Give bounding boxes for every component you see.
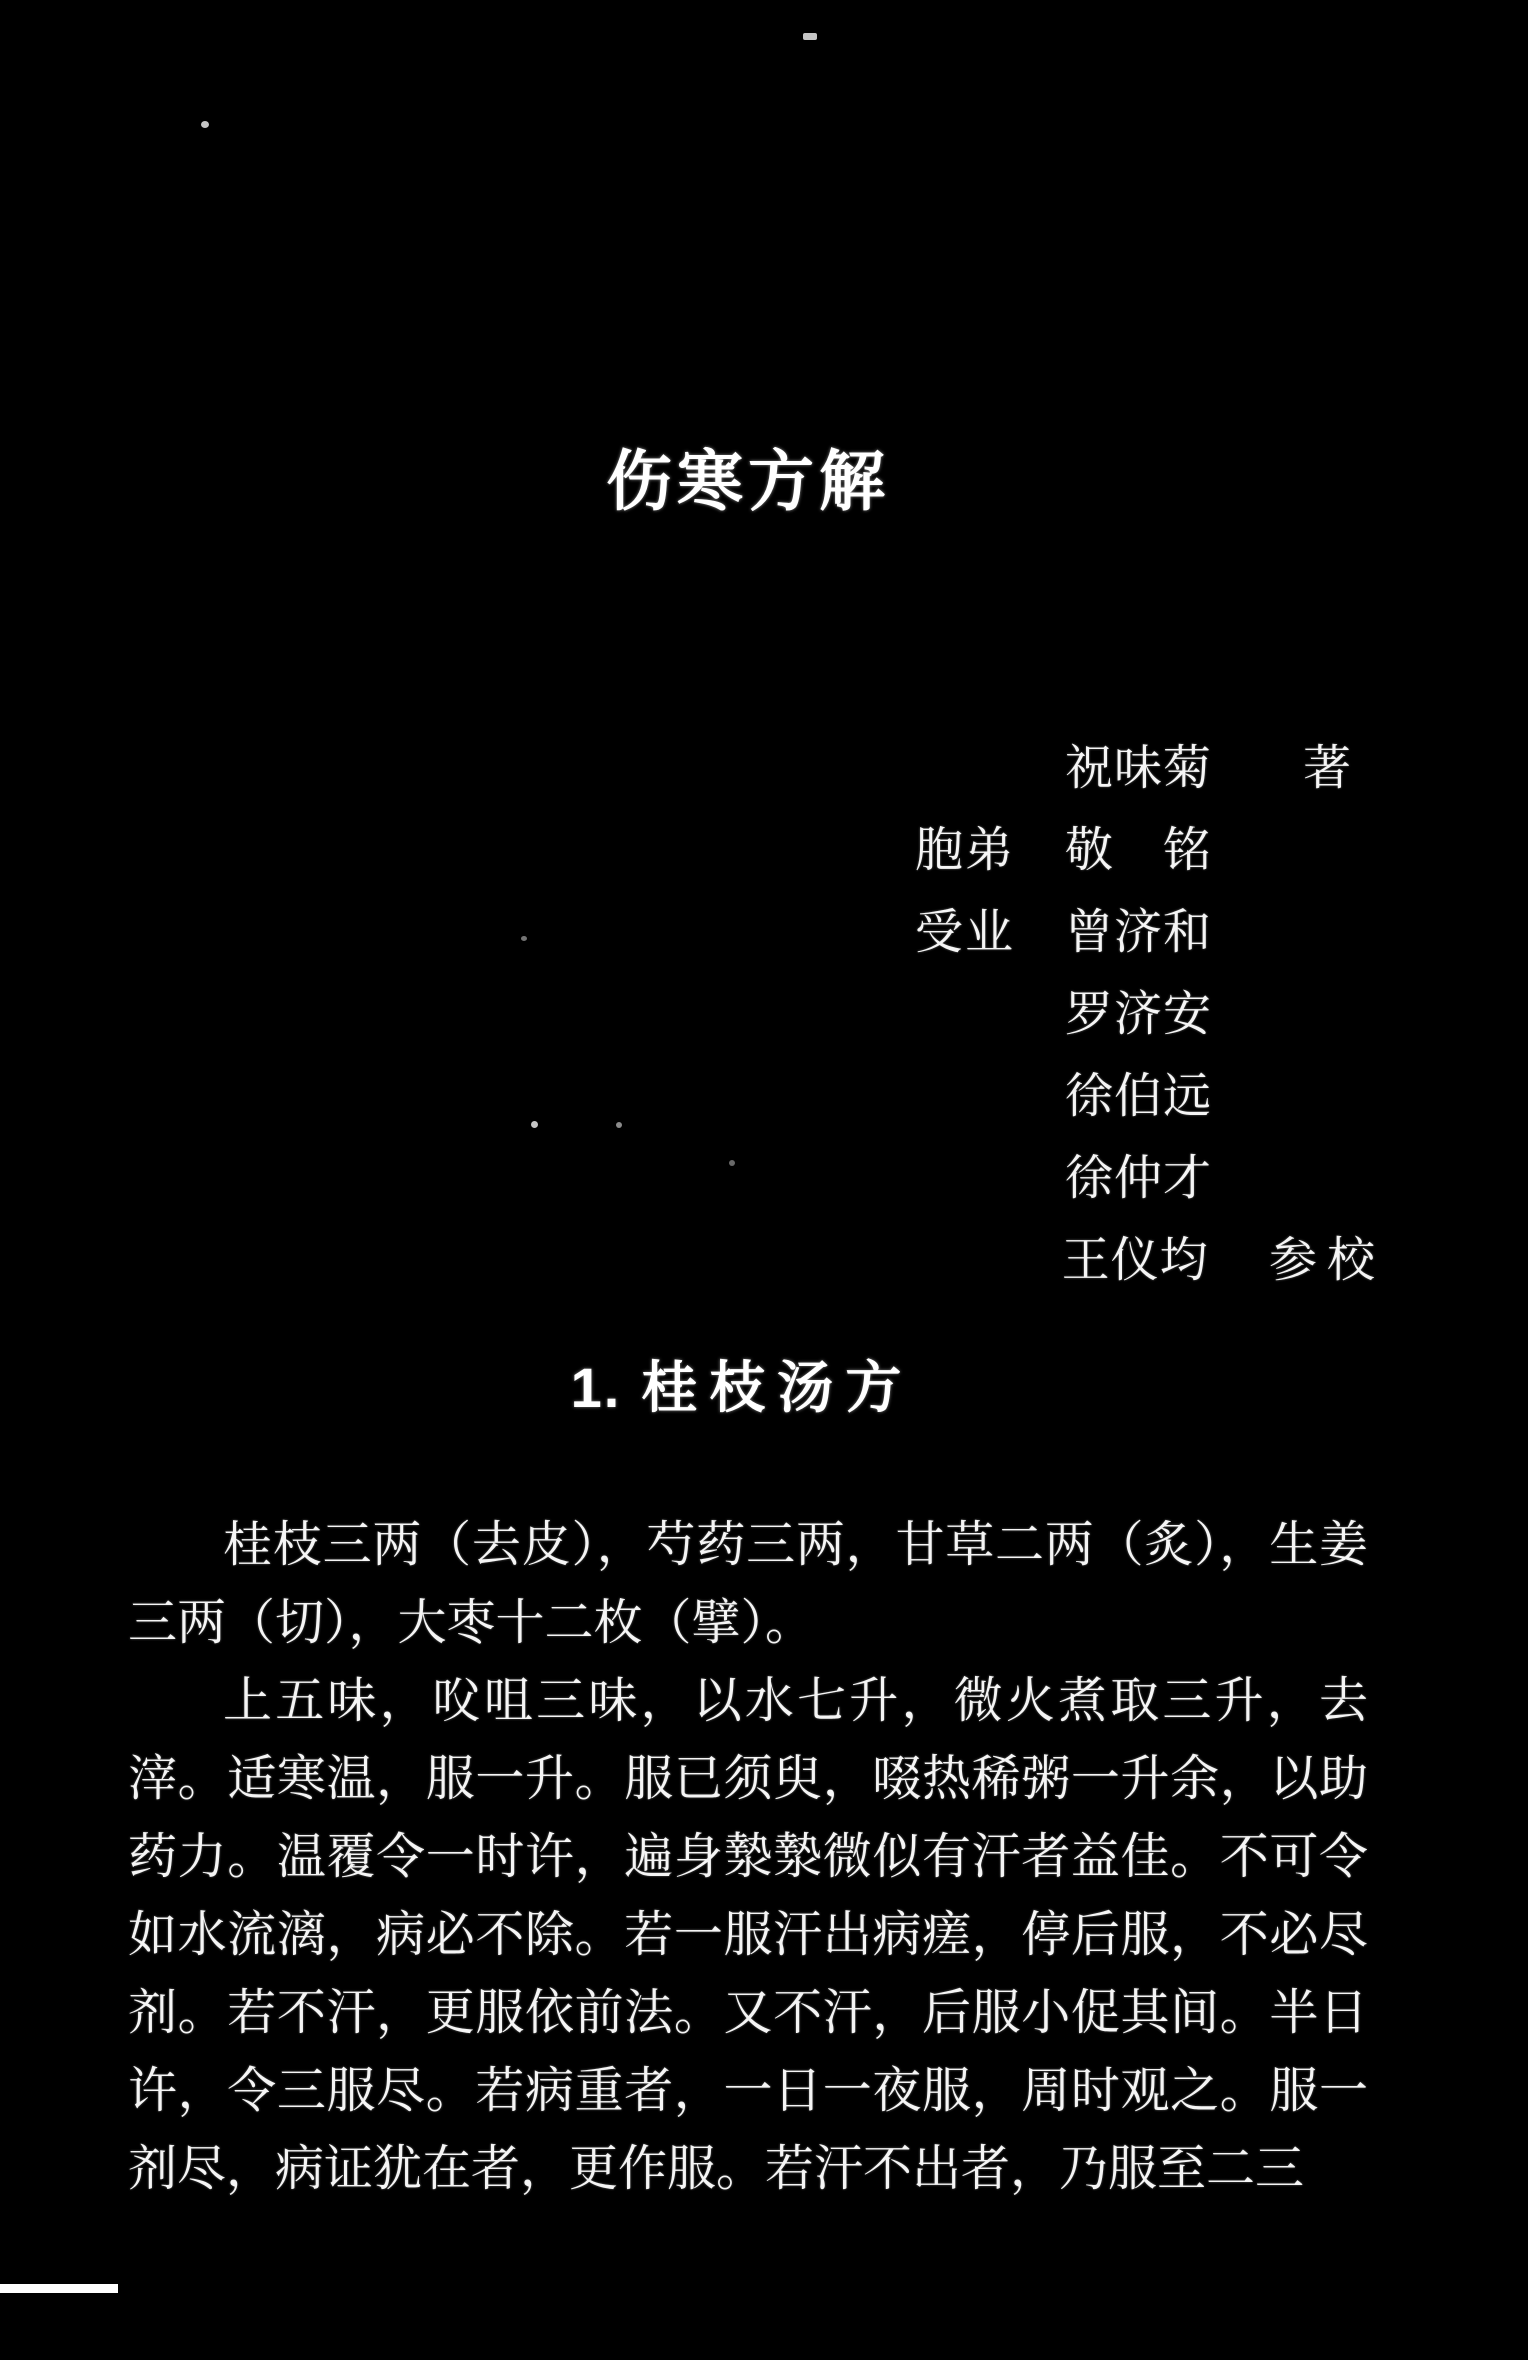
body-line: 滓。适寒温，服一升。服已须臾，啜热稀粥一升余，以助	[128, 1751, 1368, 1806]
author-role: 受业	[915, 905, 1016, 959]
author-role: 胞弟	[915, 823, 1016, 877]
scan-speck	[729, 1160, 735, 1166]
author-name: 敬 铭	[1065, 823, 1213, 877]
author-row	[915, 1132, 1385, 1214]
author-name: 徐仲才	[1065, 1151, 1213, 1205]
scan-speck	[531, 1121, 538, 1128]
section-title: 桂枝汤方	[641, 1356, 914, 1419]
author-suffix: 著	[1303, 741, 1362, 795]
body-line: 上五味，㕮咀三味，以水七升，微火煮取三升，去	[223, 1673, 1368, 1728]
author-name: 祝味菊	[1065, 741, 1213, 795]
author-name: 王仪均	[1061, 1233, 1209, 1287]
author-row	[915, 1050, 1385, 1132]
author-colophon-block	[915, 722, 1385, 1296]
body-line: 桂枝三两（去皮），芍药三两，甘草二两（炙），生姜	[223, 1517, 1368, 1572]
body-line: 三两（切），大枣十二枚（擘）。	[128, 1595, 815, 1650]
author-row	[915, 968, 1385, 1050]
author-row	[915, 1214, 1385, 1296]
body-line: 药力。温覆令一时许，遍身漐漐微似有汗者益佳。不可令	[128, 1829, 1368, 1884]
author-name: 曾济和	[1065, 905, 1213, 959]
page-marker-bar	[0, 2284, 118, 2293]
body-line: 剂尽，病证犹在者，更作服。若汗不出者，乃服至二三	[128, 2141, 1305, 2196]
author-suffix: 参校	[1268, 1233, 1385, 1287]
book-title: 伤寒方解	[606, 446, 890, 519]
author-name: 罗济安	[1065, 987, 1213, 1041]
scan-speck	[521, 936, 527, 941]
section-number: 1.	[570, 1356, 622, 1419]
section-heading	[0, 1344, 1506, 1424]
body-text	[128, 1506, 1368, 2208]
author-row	[915, 722, 1385, 804]
author-row	[915, 804, 1385, 886]
scan-speck	[616, 1122, 622, 1128]
body-line: 许，令三服尽。若病重者，一日一夜服，周时观之。服一	[128, 2063, 1368, 2118]
author-name: 徐伯远	[1065, 1069, 1213, 1123]
scan-speck	[201, 121, 209, 128]
author-row	[915, 886, 1385, 968]
body-line: 如水流漓，病必不除。若一服汗出病瘥，停后服，不必尽	[128, 1907, 1368, 1962]
body-line: 剂。若不汗，更服依前法。又不汗，后服小促其间。半日	[128, 1985, 1368, 2040]
scan-speck	[803, 33, 817, 40]
